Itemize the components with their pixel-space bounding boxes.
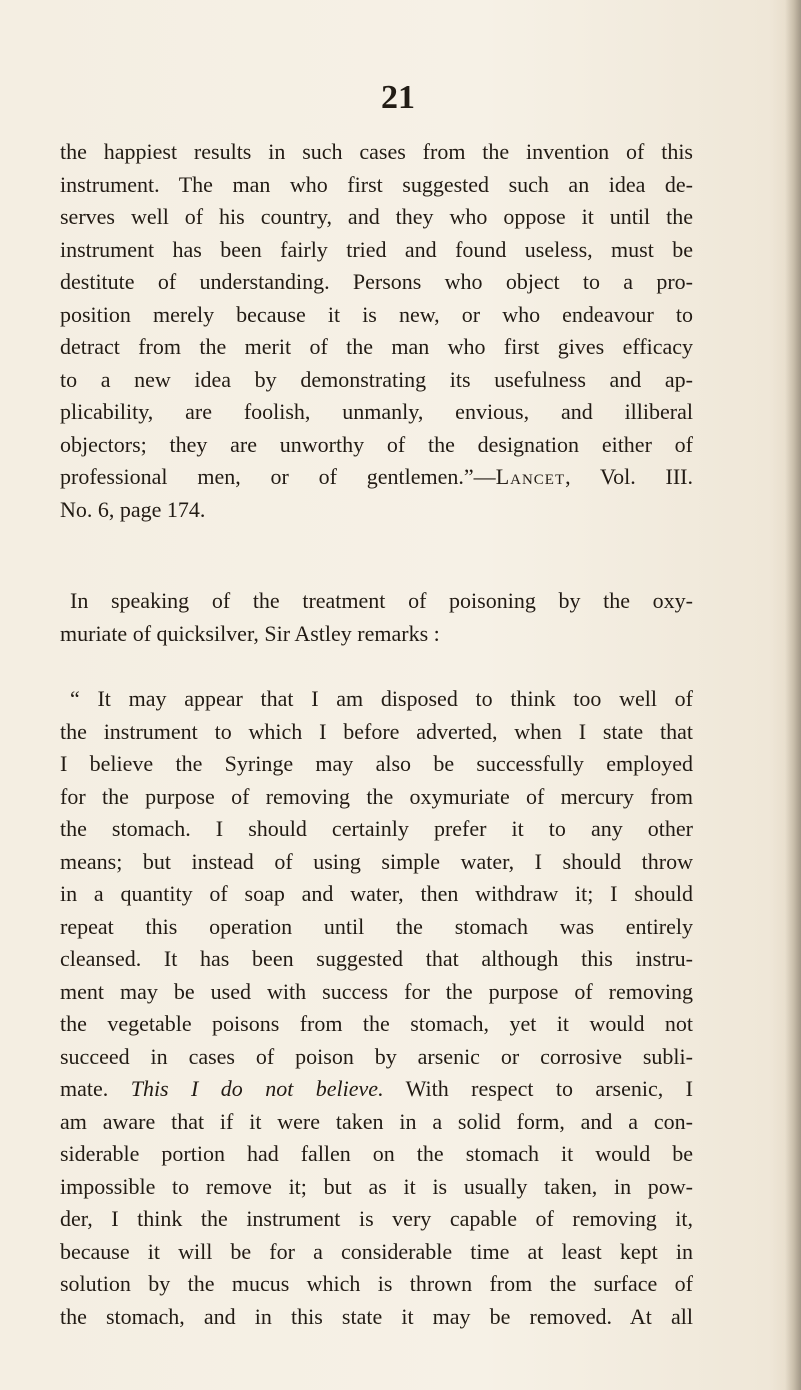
text-line: to a new idea by demonstrating its usefulness and ap- <box>60 366 693 392</box>
text-line: succeed in cases of poison by arsenic or corrosive subli- <box>60 1043 693 1069</box>
italic-phrase: This I do not believe. <box>130 1076 384 1101</box>
text-line: objectors; they are unworthy of the designation either of <box>60 431 693 457</box>
citation-volume: , Vol. III. <box>565 464 693 489</box>
text-line: ment may be used with success for the purpose of removing <box>60 978 693 1004</box>
text-line: am aware that if it were taken in a solid form, and a con- <box>60 1108 693 1134</box>
text-line: muriate of quicksilver, Sir Astley remarks : <box>60 620 440 646</box>
text-line: solution by the mucus which is thrown from the surface of <box>60 1271 693 1296</box>
paragraph-astley-quote <box>60 683 693 1333</box>
text-line: I believe the Syringe may also be successfully employed <box>60 751 693 776</box>
text-segment: With respect to arsenic, I <box>383 1076 693 1101</box>
text-line: the stomach, and in this state it may be removed. At all <box>60 1303 693 1329</box>
text-line: for the purpose of removing the oxymuriate of mercury from <box>60 783 693 809</box>
text-line: detract from the merit of the man who first gives efficacy <box>60 334 693 359</box>
text-line: means; but instead of using simple water, I should throw <box>60 848 693 874</box>
text-segment: mate. <box>60 1076 131 1101</box>
text-line: position merely because it is new, or who endeavour to <box>60 301 693 327</box>
text-line: in a quantity of soap and water, then withdraw it; I should <box>60 881 693 906</box>
text-line: cleansed. It has been suggested that although this instru- <box>60 946 693 971</box>
text-line: “ It may appear that I am disposed to think too well of <box>70 686 693 711</box>
text-line: In speaking of the treatment of poisoning by the oxy- <box>70 588 693 613</box>
paragraph-lancet-quote <box>60 136 693 526</box>
text-line: plicability, are foolish, unmanly, envious, and illiberal <box>60 399 693 424</box>
journal-name: Lancet <box>495 464 566 489</box>
paragraph-intro <box>60 585 693 650</box>
text-line: the stomach. I should certainly prefer it to any other <box>60 816 693 841</box>
citation-page: No. 6, page 174. <box>60 496 206 522</box>
citation-line <box>60 461 693 494</box>
text-line: because it will be for a considerable time at least kept in <box>60 1238 693 1264</box>
text-line: repeat this operation until the stomach was entirely <box>60 913 693 939</box>
text-line: serves well of his country, and they who oppose it until the <box>60 204 693 229</box>
text-line: the vegetable poisons from the stomach, yet it would not <box>60 1011 693 1036</box>
text-line: instrument has been fairly tried and found useless, must be <box>60 236 693 262</box>
text-segment: professional men, or of gentlemen.”— <box>60 464 496 489</box>
text-line: the happiest results in such cases from the invention of this <box>60 139 693 164</box>
text-line: instrument. The man who first suggested such an idea de- <box>60 171 693 197</box>
page-edge-shadow <box>785 0 801 1390</box>
text-line: impossible to remove it; but as it is usually taken, in pow- <box>60 1173 693 1199</box>
text-line: der, I think the instrument is very capable of removing it, <box>60 1206 693 1231</box>
italic-emphasis-line <box>60 1073 693 1106</box>
text-line: the instrument to which I before adverted, when I state that <box>60 718 693 744</box>
page-number: 21 <box>381 79 415 116</box>
text-line: destitute of understanding. Persons who object to a pro- <box>60 269 693 294</box>
text-line: siderable portion had fallen on the stomach it would be <box>60 1141 693 1166</box>
